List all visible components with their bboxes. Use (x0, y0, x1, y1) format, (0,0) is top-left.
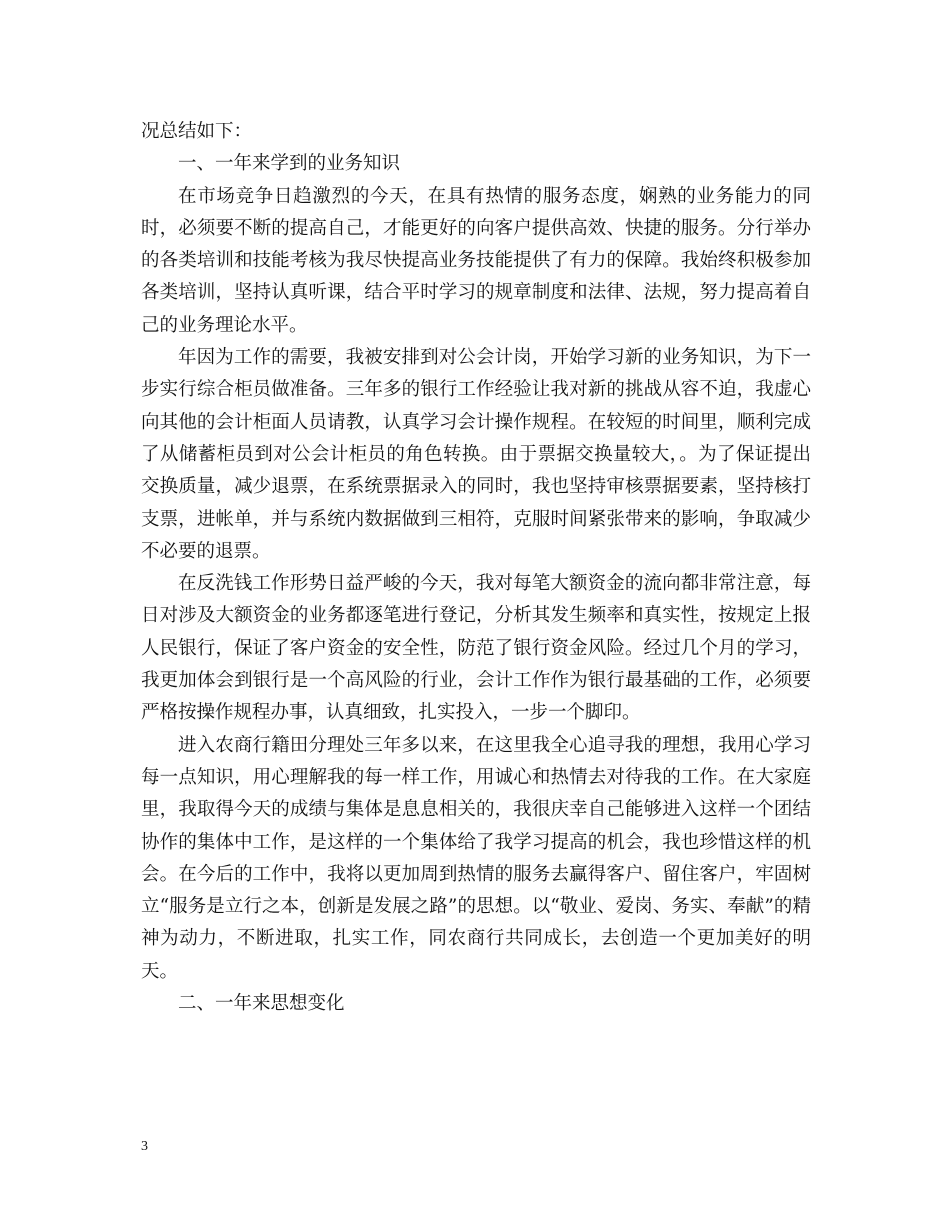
paragraph-intro: 况总结如下： (141, 121, 253, 142)
section-heading-1: 一、一年来学到的业务知识 (178, 153, 401, 175)
page-number: 3 (141, 1139, 148, 1154)
paragraph-training: 在市场竞争日趋激烈的今天，在具有热情的服务态度，娴熟的业务能力的同时，必须要不断的提高自己，才能更好的向客户提供高效、快捷的服务。分行举办的各类培训和技能考核为我尽快提高业务技能提供了有力的保障。我始终积极参加各类培训，坚持认真听课，结合平时学习的规章制度和法律、法规，努力提高着自己的业务理论水平。 (141, 185, 811, 336)
document-body (141, 116, 811, 1020)
paragraph-anti-money-laundering: 在反洗钱工作形势日益严峻的今天，我对每笔大额资金的流向都非常注意，每日对涉及大额资金的业务都逐笔进行登记，分析其发生频率和真实性，按规定上报人民银行，保证了客户资金的安全性，防范了银行资金风险。经过几个月的学习，我更加体会到银行是一个高风险的行业，会计工作作为银行最基础的工作，必须要严格按操作规程办事，认真细致，扎实投入，一步一个脚印。 (141, 573, 811, 724)
section-heading-2: 二、一年来思想变化 (178, 993, 345, 1015)
paragraph-accounting-post: 年因为工作的需要，我被安排到对公会计岗，开始学习新的业务知识，为下一步实行综合柜员做准备。三年多的银行工作经验让我对新的挑战从容不迫，我虚心向其他的会计柜面人员请教，认真学习会计操作规程。在较短的时间里，顺利完成了从储蓄柜员到对公会计柜员的角色转换。由于票据交换量较大，。为了保证提出交换质量，减少退票，在系统票据录入的同时，我也坚持审核票据要素，坚持核打支票，进帐单，并与系统内数据做到三相符，克服时间紧张带来的影响，争取减少不必要的退票。 (141, 347, 811, 562)
paragraph-branch-experience: 进入农商行籍田分理处三年多以来，在这里我全心追寻我的理想，我用心学习每一点知识，用心理解我的每一样工作，用诚心和热情去对待我的工作。在大家庭里，我取得今天的成绩与集体是息息相关的，我很庆幸自己能够进入这样一个团结协作的集体中工作，是这样的一个集体给了我学习提高的机会，我也珍惜这样的机会。在今后的工作中，我将以更加周到热情的服务去赢得客户、留住客户，牢固树立“服务是立行之本，创新是发展之路”的思想。以“敬业、爱岗、务实、奉献”的精神为动力，不断进取，扎实工作，同农商行共同成长，去创造一个更加美好的明天。 (141, 734, 811, 982)
